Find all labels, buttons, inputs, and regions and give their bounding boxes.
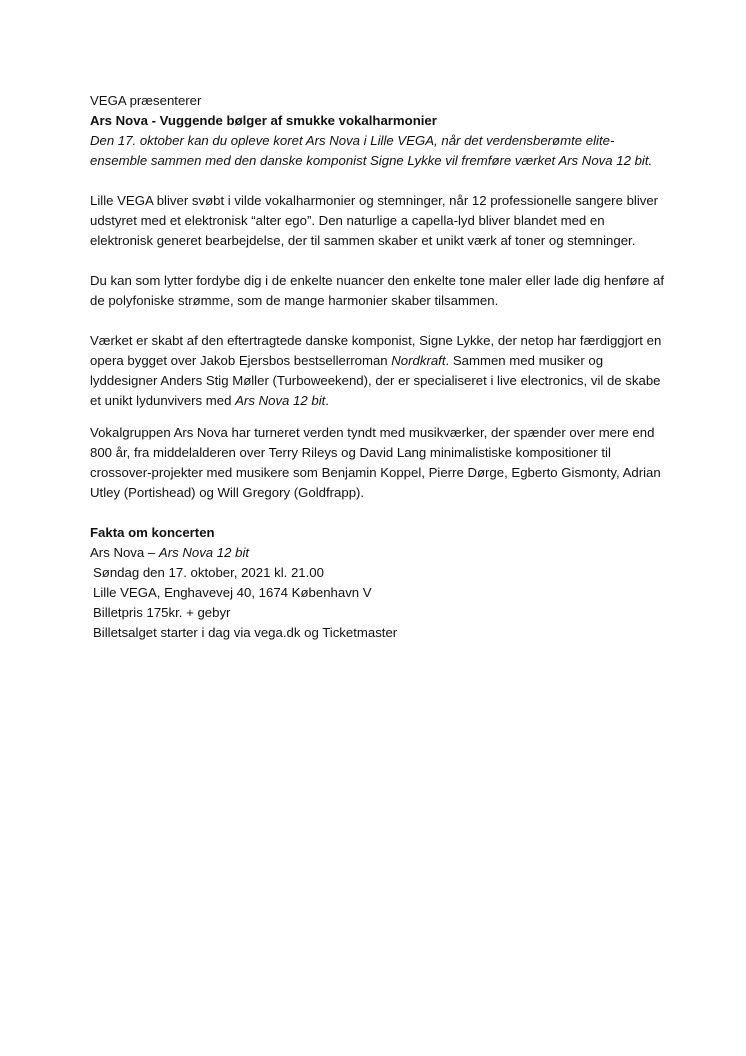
book-title: Nordkraft (391, 353, 446, 368)
facts-title-plain: Ars Nova – (90, 545, 159, 560)
presenter-line: VEGA præsenterer (90, 93, 202, 108)
body-paragraph-2: Du kan som lytter fordybe dig i de enkelte nuancer den enkelte tone maler eller lade dig henføre af de polyfoniske strømme, som de mange harmonier skaber tilsammen. (90, 273, 664, 308)
facts-price: Billetpris 175kr. + gebyr (93, 605, 231, 620)
p3-text-a: Værket er skabt af den eftertragtede danske komponist, Signe Lykke, der netop har færdiggjort en opera bygget over Jakob Ejersbos bestsellerroman (90, 333, 662, 368)
body-paragraph-4: Vokalgruppen Ars Nova har turneret verden tyndt med musikværker, der spænder over mere end 800 år, fra middelalderen over Terry Rileys og David Lang minimalistiske kompositioner til crossover-projekter med musikere som Benjamin Koppel, Pierre Dørge, Egberto Gismonty, Adrian Utley (Portishead) og Will Gregory (Goldfrapp). (90, 425, 661, 500)
facts-ticket-sale: Billetsalget starter i dag via vega.dk og Ticketmaster (93, 625, 398, 640)
facts-title-italic: Ars Nova 12 bit (158, 545, 250, 560)
facts-venue: Lille VEGA, Enghavevej 40, 1674 København V (93, 585, 372, 600)
p3-text-e: . (325, 393, 329, 408)
lead-paragraph: Den 17. oktober kan du opleve koret Ars Nova i Lille VEGA, når det verdensberømte elite-ensemble sammen med den danske komponist Signe Lykke vil fremføre værket Ars Nova 12 bit. (90, 133, 653, 168)
document-page (90, 91, 670, 643)
facts-date: Søndag den 17. oktober, 2021 kl. 21.00 (93, 565, 324, 580)
work-title: Ars Nova 12 bit (235, 393, 326, 408)
facts-title (90, 543, 670, 563)
headline: Ars Nova - Vuggende bølger af smukke vokalharmonier (90, 113, 437, 128)
facts-heading: Fakta om koncerten (90, 525, 215, 540)
body-paragraph-3 (90, 331, 670, 411)
body-paragraph-1: Lille VEGA bliver svøbt i vilde vokalharmonier og stemninger, når 12 professionelle sangere bliver udstyret med et elektronisk “alter ego”. Den naturlige a capella-lyd bliver blandet med en elektronisk generet bearbejdelse, der til sammen skaber et unikt værk af toner og stemninger. (90, 193, 659, 248)
p3-text-c: . Sammen med musiker og lyddesigner Anders Stig Møller (Turboweekend), der er specialiseret i live electronics, vil de skabe et unikt lydunvivers med (90, 353, 661, 408)
